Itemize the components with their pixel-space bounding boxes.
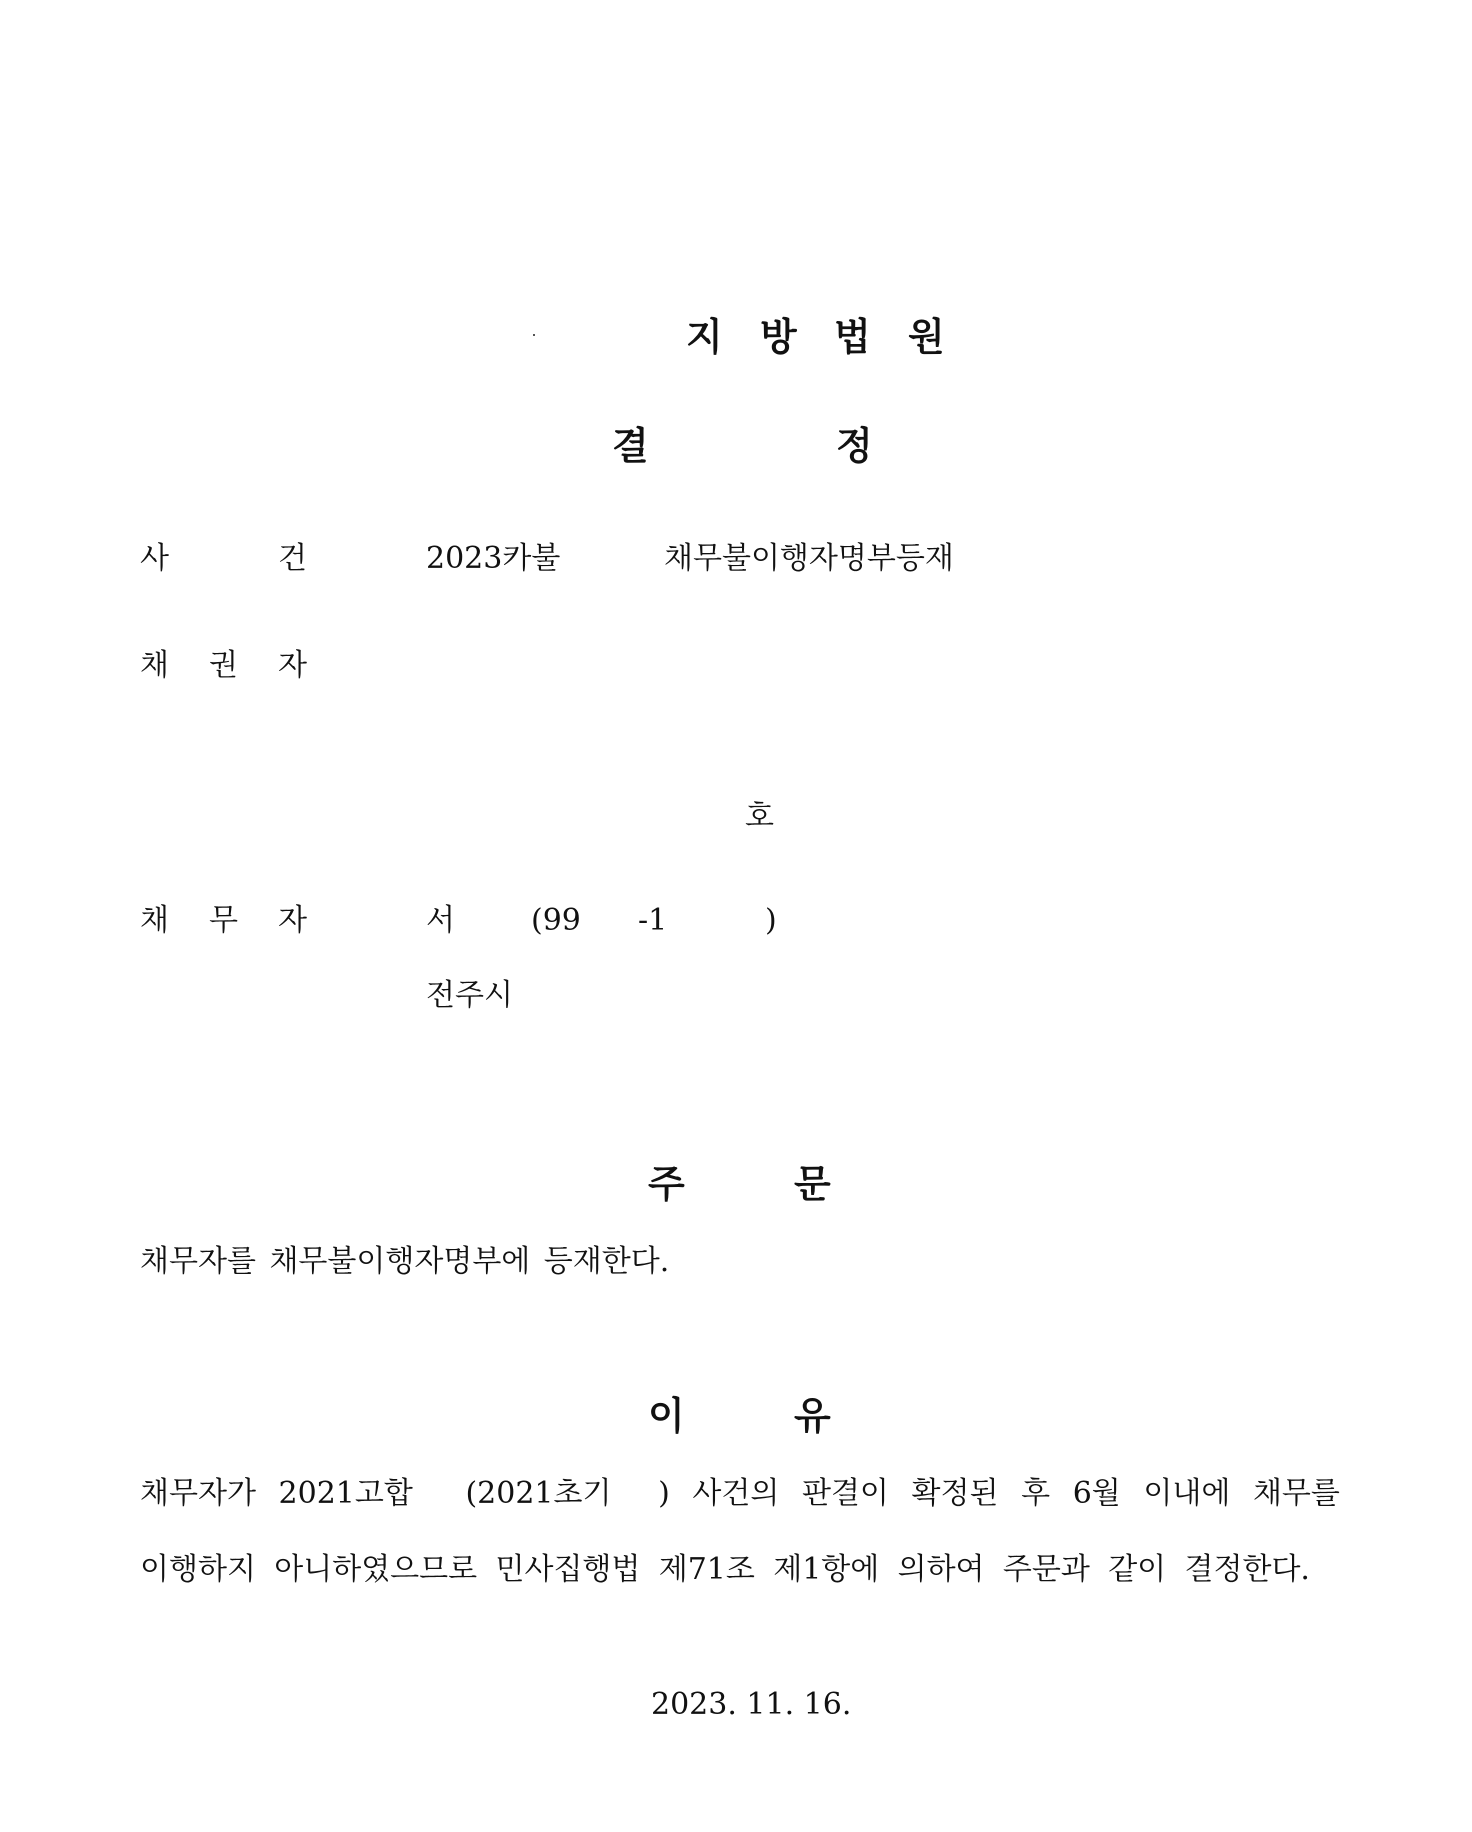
reason-word: 의하여	[897, 1552, 985, 1587]
reason-word: 이내에	[1143, 1476, 1231, 1511]
reason-word: 제71조	[658, 1552, 755, 1587]
court-name-char-4: 원	[908, 315, 945, 359]
reason-word: 2021고합	[278, 1476, 413, 1511]
case-label-char-2: 건	[278, 541, 307, 576]
reason-heading-char-2: 유	[794, 1394, 831, 1438]
reason-word: (2021초기	[465, 1476, 612, 1511]
court-name-char-3: 법	[834, 315, 871, 359]
debtor-label-char-1: 채	[140, 903, 169, 938]
court-name-char-2: 방	[760, 315, 797, 359]
case-label-char-1: 사	[140, 541, 169, 576]
order-text: 채무자를 채무불이행자명부에 등재한다.	[140, 1244, 670, 1279]
reason-word: 판결이	[801, 1476, 889, 1511]
debtor-id-mid: -1	[638, 903, 668, 938]
reason-word: 6월	[1072, 1476, 1121, 1511]
case-number: 2023카불	[426, 541, 561, 576]
case-title: 채무불이행자명부등재	[664, 541, 954, 576]
reason-line-1	[140, 1476, 1340, 1511]
court-name-char-1: 지	[686, 315, 723, 359]
reason-heading-char-1: 이	[648, 1394, 685, 1438]
debtor-name: 서	[426, 903, 455, 938]
reason-word: 결정한다.	[1184, 1552, 1310, 1587]
creditor-label-char-2: 권	[209, 648, 238, 683]
reason-word: 주문과	[1002, 1552, 1090, 1587]
creditor-label-char-3: 자	[278, 648, 307, 683]
decision-date: 2023. 11. 16.	[651, 1687, 852, 1722]
debtor-id-close: )	[765, 903, 777, 938]
reason-word: 아니하였으므로	[274, 1552, 478, 1587]
debtor-label-char-2: 무	[209, 903, 238, 938]
reason-word: 같이	[1108, 1552, 1167, 1587]
debtor-label-char-3: 자	[278, 903, 307, 938]
debtor-address: 전주시	[426, 978, 513, 1013]
order-heading-char-2: 문	[794, 1162, 831, 1206]
document-title-char-1: 결	[612, 424, 649, 468]
document-title-char-2: 정	[836, 424, 873, 468]
reason-word: 후	[1021, 1476, 1051, 1511]
scan-speck	[533, 334, 535, 336]
debtor-id-open: (99	[531, 903, 581, 938]
reason-word: )	[658, 1476, 670, 1511]
creditor-suffix: 호	[745, 799, 774, 834]
reason-word: 민사집행법	[495, 1552, 641, 1587]
reason-word: 제1항에	[773, 1552, 880, 1587]
reason-line-2	[140, 1552, 1310, 1587]
creditor-label-char-1: 채	[140, 648, 169, 683]
reason-word: 확정된	[911, 1476, 999, 1511]
reason-word: 이행하지	[140, 1552, 256, 1587]
reason-word: 채무를	[1252, 1476, 1340, 1511]
reason-word: 채무자가	[140, 1476, 256, 1511]
reason-word: 사건의	[692, 1476, 780, 1511]
order-heading-char-1: 주	[648, 1162, 685, 1206]
